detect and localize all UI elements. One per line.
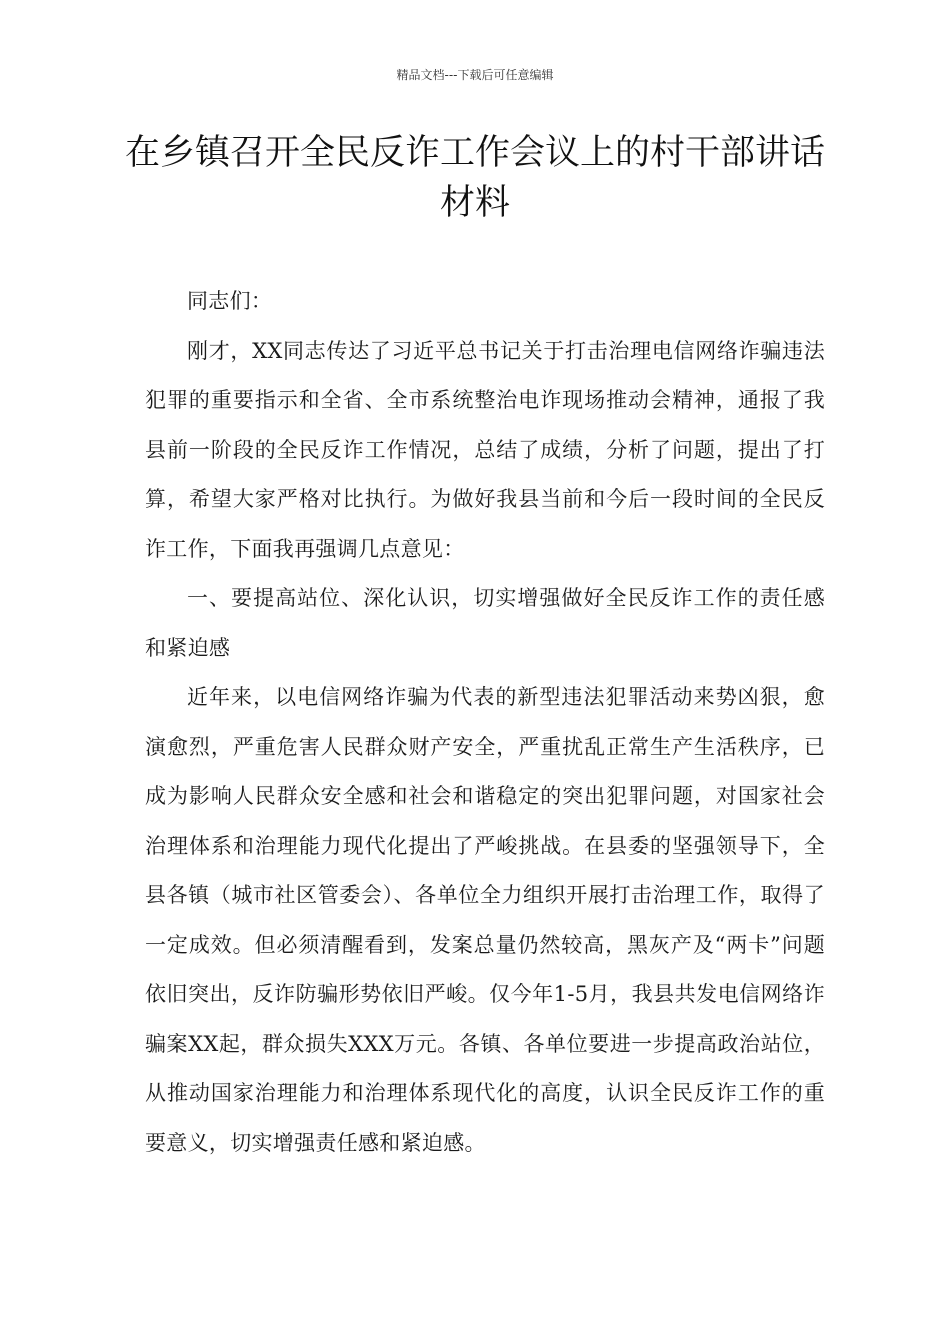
document-body [145,277,825,1168]
page-header-note: 精品文档---下载后可任意编辑 [396,68,554,82]
salutation-paragraph: 同志们： [187,289,273,313]
section-heading-paragraph: 一、要提高站位、深化认识，切实增强做好全民反诈工作的责任感和紧迫感 [145,586,825,660]
intro-paragraph: 刚才，XX同志传达了习近平总书记关于打击治理电信网络诈骗违法犯罪的重要指示和全省、全市系统整治电诈现场推动会精神，通报了我县前一阶段的全民反诈工作情况，总结了成绩，分析了问题，提出了打算，希望大家严格对比执行。为做好我县当前和今后一段时间的全民反诈工作，下面我再强调几点意见： [145,338,825,561]
document-title: 在乡镇召开全民反诈工作会议上的村干部讲话材料 [124,133,825,223]
body-paragraph: 近年来，以电信网络诈骗为代表的新型违法犯罪活动来势凶狠，愈演愈烈，严重危害人民群众财产安全，严重扰乱正常生产生活秩序，已成为影响人民群众安全感和社会和谐稳定的突出犯罪问题，对国家社会治理体系和治理能力现代化提出了严峻挑战。在县委的坚强领导下，全县各镇（城市社区管委会）、各单位全力组织开展打击治理工作，取得了一定成效。但必须清醒看到，发案总量仍然较高，黑灰产及“两卡”问题依旧突出，反诈防骗形势依旧严峻。仅今年1-5月，我县共发电信网络诈骗案XX起，群众损失XXX万元。各镇、各单位要进一步提高政治站位，从推动国家治理能力和治理体系现代化的高度，认识全民反诈工作的重要意义，切实增强责任感和紧迫感。 [145,685,825,1155]
